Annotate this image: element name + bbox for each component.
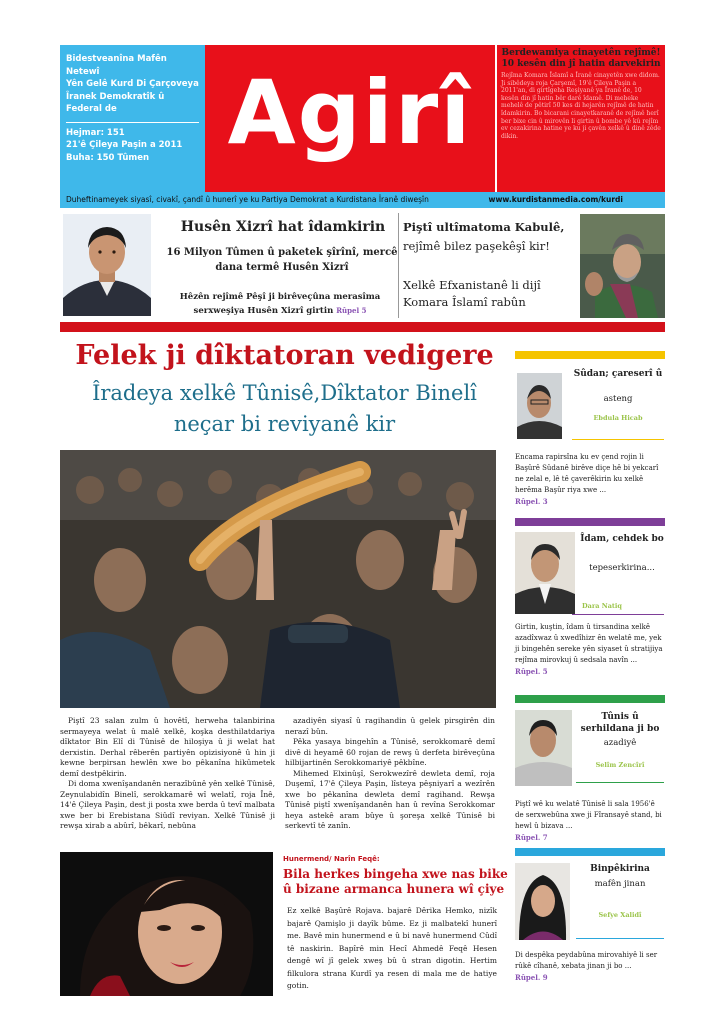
sidebar-item-excerpt: Piştî wê ku welatê Tûnisê li sala 1956'ê de serxwebûna xwe ji Fîransayê stand, bi hewl û bizava ... <box>515 800 662 830</box>
top-story-title[interactable]: Husên Xizrî hat îdamkirin <box>180 219 386 235</box>
top-story-subtitle: 16 Milyon Tûmen û paketek şîrînî, mercê dana termê Husên Xizrî <box>166 247 398 273</box>
masthead-news-headline: Berdewamiya cinayetên rejîmê! 10 kesên din jî hatin darvekirin <box>501 48 661 69</box>
portrait-husen-xizri-photo <box>63 214 151 316</box>
sidebar-item-page-link[interactable]: Rûpel. 9 <box>515 973 548 982</box>
newspaper-logo: Agirî <box>227 61 473 164</box>
sidebar-item-text <box>515 452 665 508</box>
masthead-divider <box>66 122 199 123</box>
sidebar-item-author: Sefye Xalidî <box>598 911 642 919</box>
masthead-subtitle-line: Yên Gelê Kurd Di Çarçoveya <box>66 79 199 89</box>
sidebar-item-author: Ebdula Hicab <box>593 414 643 422</box>
sidebar-item-text <box>515 799 665 844</box>
main-article-column-2 <box>285 716 495 832</box>
top-story-page-link[interactable]: Rûpel 5 <box>336 306 367 315</box>
masthead-logo-panel <box>205 45 495 192</box>
masthead-subtitle-line: Bidestveanîna Mafên Netewî <box>66 54 167 77</box>
section-red-bar <box>60 322 665 332</box>
website-link[interactable]: www.kurdistanmedia.com/kurdi <box>488 195 623 204</box>
masthead-news-box[interactable] <box>495 45 665 192</box>
author-dara-natiq-photo <box>515 532 575 614</box>
sidebar-item-page-link[interactable]: Rûpel. 3 <box>515 497 548 506</box>
sidebar-color-bar <box>515 518 665 526</box>
sidebar-item-title[interactable]: Sûdan; çareserî û <box>573 369 663 379</box>
article-paragraph: azadiyên siyasî û ragihandin û gelek pirsgirên din nerazî bûn. <box>285 716 495 736</box>
sidebar-item-excerpt: Encama rapirsîna ku ev çend rojin li Başûrê Sûdanê birêve diçe hê bi yekcarî ne zelal e, lê tê çaverêkirin ku xelkê herêma Başûr riya xwe ... <box>515 453 659 494</box>
main-deck: Îradeya xelkê Tûnisê,Dîktator Binelî neçar bi reviyanê kir <box>92 381 477 436</box>
article-paragraph: Piştî 23 salan zulm û hovêtî, herweha talanbirina sermayeya welat û malê xelkê, koşka desthilatdariya dîktator Bin Elî di Tûnisê de hiloşiya û ji welat hat derxistin. Derhal rêberên partiyên opizisiyonê û hin ji kewne berpirsan hewlên xwe bo pêkanîna hikûmetek demî destpêkirin. <box>60 716 275 778</box>
sidebar-color-bar <box>515 351 665 359</box>
portrait-karzai-photo <box>580 214 665 318</box>
tagline-text: Duheftinameyek siyasî, civakî, çandî û hunerî ye ku Partiya Demokrat a Kurdistana Îranê diweşîn <box>66 195 429 204</box>
sidebar-item-title[interactable]: Îdam, cehdek bo <box>580 534 664 544</box>
sidebar-item-excerpt: Di despêka peydabûna mirovahiyê li ser rûkê cîhanê, xebata jinan ji bo ... <box>515 951 658 970</box>
tagline-bar <box>60 192 665 208</box>
sidebar-item-subtitle: asteng <box>603 394 633 404</box>
author-ebdula-hicab-photo <box>517 373 562 439</box>
sidebar-rule <box>576 938 664 939</box>
sidebar-item-page-link[interactable]: Rûpel. 5 <box>515 667 548 676</box>
masthead-subtitle-line: Federal de <box>66 104 117 114</box>
masthead-info-panel <box>60 45 205 192</box>
issue-number: Hejmar: 151 <box>66 127 125 138</box>
top-story-note-text: Hêzên rejîmê Pêşî ji birêveçûna merasîma serxweşiya Husên Xizrî girtin <box>179 292 381 316</box>
sidebar-rule <box>576 782 664 783</box>
article-paragraph: Mihemed Elxinûşî, Serokwezîrê dewleta demî, roja Duşemî, 17'ê Çileya Paşin, lîsteya pêşniyarî a wezîrên xwe bo pêkanîna dewleta demî ragihand. Rewşa Tûnisê piştî xwenîşandanên han û revîna Serokkomar heya astekê aram bûye û şoreşa xelkê Tûnisê bi serkevtî tê zanîn. <box>285 768 495 830</box>
article-paragraph: Di doma xwenîşandanên nerazîbûnê yên xelkê Tûnisê, Zeynulabidîn Binelî, serokkamarê wî welatî, roja Înê, 14'ê Çileya Paşin, dest ji posta xwe berda û tevî malbata xwe ber bi Erebistana Siûdî reviyan. Xelkê Tûnisê ji rewşa xirab a abûrî, bêkarî, nebûna <box>60 779 275 830</box>
author-selim-zenciri-photo <box>515 710 572 786</box>
sidebar-item-subtitle: azadiyê <box>603 738 637 748</box>
author-sefye-xalidi-photo <box>515 863 570 940</box>
protest-crowd-photo <box>60 450 496 708</box>
top-story-divider <box>398 213 399 318</box>
article-paragraph: Pêka yasaya bingehîn a Tûnisê, serokkomarê demî divê di heyamê 60 rojan de rewş û derfeta birêveçûna hilbijartinên Serokkomariyê pêkbîne. <box>285 737 495 767</box>
feature-body: Ez xelkê Başûrê Rojava. bajarê Dêrika Hemko, nizîk bajarê Qamişlo ji dayîk bûme. Ez ji malbatekî hunerî me. Bavê min hunermend e û bi navê hunermend Cûdî tê naskirin. Bapîrê min Hecî Ahmedê Feqê Hesen dengê wî jî gelek xweş bû û stran digotin. Hertim filkulora strana Kurdî ya resen di mala me de hatiye gotin. <box>287 906 497 990</box>
masthead-news-text: Rejîma Komara Îslamî a Îranê cinayetên xwe didom. Ji sibêdeya roja Çarşemî, 19'ê Çileya Paşin a 2011'an, di girtîgeha Reşiyanê ya Îranê de, 10 kesên din jî hatin bêr darê îdamê. Di meheke mehelê de pêtirî 50 kes di hejarên rejîmê de hatin îdamkirin. Bo bicarani cinayetkaranê de rejîmê herî ber bixe cin û mirovên li girtin û bombe yê kû rejîm ev cezakirina hatine ye ku ji çavên xelkê û dinê zêde dikin. <box>501 72 661 140</box>
sidebar-rule <box>572 614 664 615</box>
sidebar-color-bar <box>515 848 665 856</box>
main-article-column-1 <box>60 716 275 832</box>
feature-kicker: Hunermend/ Narîn Feqê: <box>283 855 380 863</box>
sidebar-item-title[interactable]: Tûnis û serhildana ji bo <box>580 712 660 734</box>
second-story-heading[interactable]: Piştî ultîmatoma Kabulê, <box>403 220 565 234</box>
masthead-subtitle-line: Îranek Demokratîk û <box>66 91 165 102</box>
top-story-note <box>160 290 400 318</box>
sidebar-item-title[interactable]: Binpêkirina <box>590 864 650 874</box>
sidebar-item-subtitle: tepeserkirina... <box>589 563 655 573</box>
second-story-subheading: rejîmê bilez paşekêşî kir! <box>403 239 550 253</box>
issue-date: 21'ê Çileya Paşin a 2011 <box>66 140 183 150</box>
sidebar-item-author: Selîm Zencîrî <box>595 761 645 769</box>
sidebar-item-page-link[interactable]: Rûpel. 7 <box>515 833 548 842</box>
sidebar-item-text <box>515 622 665 678</box>
second-story-text: Xelkê Efxanistanê li dijî Komara Îslamî rabûn <box>403 278 541 309</box>
sidebar-color-bar <box>515 695 665 703</box>
sidebar-item-subtitle: mafên jinan <box>594 879 646 889</box>
issue-price: Buha: 150 Tûmen <box>66 152 150 163</box>
sidebar-rule <box>572 439 664 440</box>
sidebar-item-text <box>515 950 665 984</box>
sidebar-item-author: Dara Natiq <box>582 602 622 610</box>
main-headline[interactable]: Felek ji dîktatoran vedigere <box>75 340 494 371</box>
feature-title[interactable]: Bila herkes bingeha xwe nas bike û bizane armanca hunera wî çiye <box>283 867 508 896</box>
sidebar-item-excerpt: Girtin, kuştin, îdam û tirsandina xelkê azadîxwaz û xwedîhizr ên welatê me, yek ji bingehên sereke yên siyaset û stratijiya rejîma mirovkuj û sedsala navîn ... <box>515 623 663 664</box>
singer-portrait-photo <box>60 852 273 996</box>
